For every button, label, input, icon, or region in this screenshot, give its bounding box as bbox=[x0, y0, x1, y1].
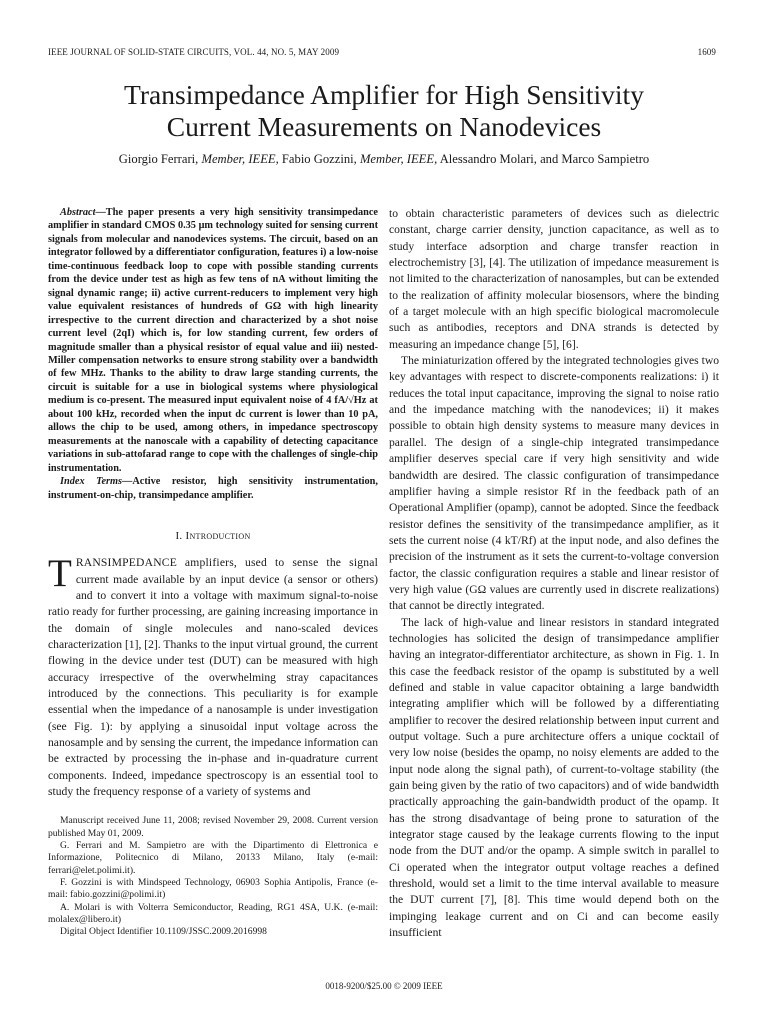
running-head bbox=[48, 45, 716, 59]
abstract-label: Abstract bbox=[60, 207, 96, 218]
index-terms bbox=[48, 475, 378, 502]
section-heading-introduction: I. Introduction bbox=[175, 529, 251, 542]
drop-cap: T bbox=[48, 552, 72, 596]
intro-text: RANSIMPEDANCE amplifiers, used to sense the signal current made available by an input device (a sensor or others) and to convert it into a voltage with maximum signal-to-noise ratio ready for further processing, are gaining increasing importance in the domain of single molecules and nano-scaled devices characterization [1], [2]. Thanks to the input virtual ground, the current flowing in the device under test (DUT) can be measured with high accuracy irrespective of the overwhelming stray capacitances introduced by the connections. This peculiarity is for example essential when the impedance of a nanosample is under investigation (see Fig. 1): by applying a sinusoidal input voltage across the nanosample and by sensing the current, the impedance information can be extracted by processing the in-phase and in-quadrature current components. Indeed, impedance spectroscopy is an essential tool to study the frequency response of a variety of systems and bbox=[48, 556, 378, 799]
right-paragraph-2: The miniaturization offered by the integrated technologies gives two key advantages with respect to discrete-components realizations: i) it reduces the total input capacitance, improving the signal to noise ratio and the impedance matching with the nanodevices; ii) it makes possible to obtain high density systems to measure many devices in parallel. The design of a single-chip integrated transimpedance amplifier deserves special care if very high sensitivity and wide bandwidth are desired. The classic configuration of transimpedance amplifier having a simple resistor Rf in the feedback path of an Operational Amplifier (opamp), cannot be adopted. Since the feedback resistor defines the sensitivity of the transimpedance amplifier, as it sets the current noise (4 kT/Rf) at the input node, and also defines the precision of the instrument as it sets the current-to-voltage conversion factor, the classic configuration requires a stable and linear resistor of very high value (GΩ values are currently used in discrete realizations) that cannot be directly integrated. bbox=[389, 354, 719, 613]
author-1-role: Member, IEEE, bbox=[201, 152, 279, 166]
footnote-ferrari-sampietro: G. Ferrari and M. Sampietro are with the Dipartimento di Elettronica e Informazione, Politecnico di Milano, 20133 Milano, Italy (e-mail: ferrari@elet.polimi.it). bbox=[48, 840, 378, 876]
author-2-role: Member, IEEE, bbox=[359, 152, 438, 166]
right-paragraph-1: to obtain characteristic parameters of devices such as dielectric constant, charge carrier density, junction capacitance, as well as to study interface adsorption and charge transfer reaction in electrochemistry [3], [4]. The utilization of impedance measurement is not limited to the characterization of nanosamples, but can be extended to the realization of affinity molecular biosensors, where the binding of a target molecule with an high specific biological macromolecule such as antibodies, receptors and DNA strands is detected by measuring an impedance change [5], [6]. bbox=[389, 207, 719, 351]
footnote-doi: Digital Object Identifier 10.1109/JSSC.2009.2016998 bbox=[60, 926, 267, 938]
paper-title bbox=[40, 79, 728, 143]
journal-header: IEEE JOURNAL OF SOLID-STATE CIRCUITS, VOL. 44, NO. 5, MAY 2009 bbox=[48, 47, 340, 57]
page-number: 1609 bbox=[697, 47, 716, 57]
footnote-molari: A. Molari is with Volterra Semiconductor, Reading, RG1 4SA, U.K. (e-mail: molalex@libero.it) bbox=[48, 901, 378, 925]
left-column bbox=[48, 206, 378, 938]
copyright-footer: 0018-9200/$25.00 © 2009 IEEE bbox=[325, 981, 443, 991]
right-column bbox=[389, 206, 719, 941]
author-2: Fabio Gozzini, bbox=[281, 152, 357, 166]
author-list bbox=[40, 150, 728, 168]
intro-paragraph bbox=[48, 552, 378, 800]
title-line-1: Transimpedance Amplifier for High Sensitivity bbox=[124, 79, 644, 110]
index-terms-text: —Active resistor, high sensitivity instrumentation, instrument-on-chip, transimpedance amplifier. bbox=[48, 476, 378, 501]
abstract-text: —The paper presents a very high sensitivity transimpedance amplifier in standard CMOS 0.35 μm technology suited for sensing current signals from molecular and nanodevices systems. The circuit, based on an integrator followed by a differentiator configuration, features i) a low-noise time-continuous feedback loop to cope with possible standing currents from the device under test as high as few tens of nA without limiting the signal dynamic range; ii) active current-reducers to implement very high value equivalent resistances of hundreds of GΩ with high linearity irrespective to the current direction and characterized by a shot noise current level (2qI) which is, for low standing current, few orders of magnitude smaller than a physical resistor of equal value and iii) nested-Miller compensation networks to ensure strong stability over a bandwidth of few MHz. Thanks to the ability to draw large standing currents, the circuit is suitable for a use in biological systems where physiological medium is co-present. The measured input equivalent noise of 4 fA/√Hz at about 100 kHz, recorded when the input dc current is lower than 10 pA, allows the chip to be used, among others, in impedance spectroscopy measurements at the nanoscale with a capability of detecting capacitance variations in sub-attofarad range to cope with the challenges of single-chip instrumentation. bbox=[48, 207, 378, 474]
author-3-4: Alessandro Molari, and Marco Sampietro bbox=[439, 152, 650, 166]
right-paragraph-3: The lack of high-value and linear resistors in standard integrated technologies has solicited the design of transimpedance amplifier having an integrator-differentiator architecture, as shown in Fig. 1. In this case the feedback resistor of the opamp is substituted by a well defined and stable in value capacitor obtaining a large bandwidth integrating amplifier which will be followed by a differentiating amplifier to recover the desired relationship between input current and output voltage. Such a pure architecture offers a unique cocktail of very low noise (besides the opamp, no noisy elements are added to the input node along the signal path), of current-to-voltage stability (the gain being given by the ratio of two capacitors) and of wide bandwidth practically approaching the gain-bandwidth product of the opamp. It has the strong disadvantage of being prone to saturation of the integrator stage caused by the leakage currents flowing to the input node from the DUT and/or the opamp. A simple switch in parallel to Ci operated when the integrator output voltage reaches a defined threshold, would set a limit to the time interval available to measure the DUT current [7], [8]. This time would depend both on the impinging leakage current and on Ci and can become easily insufficient bbox=[389, 615, 719, 940]
footnotes bbox=[48, 815, 378, 938]
abstract bbox=[48, 206, 378, 475]
index-terms-label: Index Terms bbox=[60, 476, 123, 488]
footnote-gozzini: F. Gozzini is with Mindspeed Technology, 06903 Sophia Antipolis, France (e-mail: fabio.gozzini@polimi.it) bbox=[48, 876, 378, 901]
author-1: Giorgio Ferrari, bbox=[118, 152, 199, 166]
title-line-2: Current Measurements on Nanodevices bbox=[166, 111, 602, 142]
footnote-manuscript: Manuscript received June 11, 2008; revised November 29, 2008. Current version published May 01, 2009. bbox=[48, 815, 378, 839]
